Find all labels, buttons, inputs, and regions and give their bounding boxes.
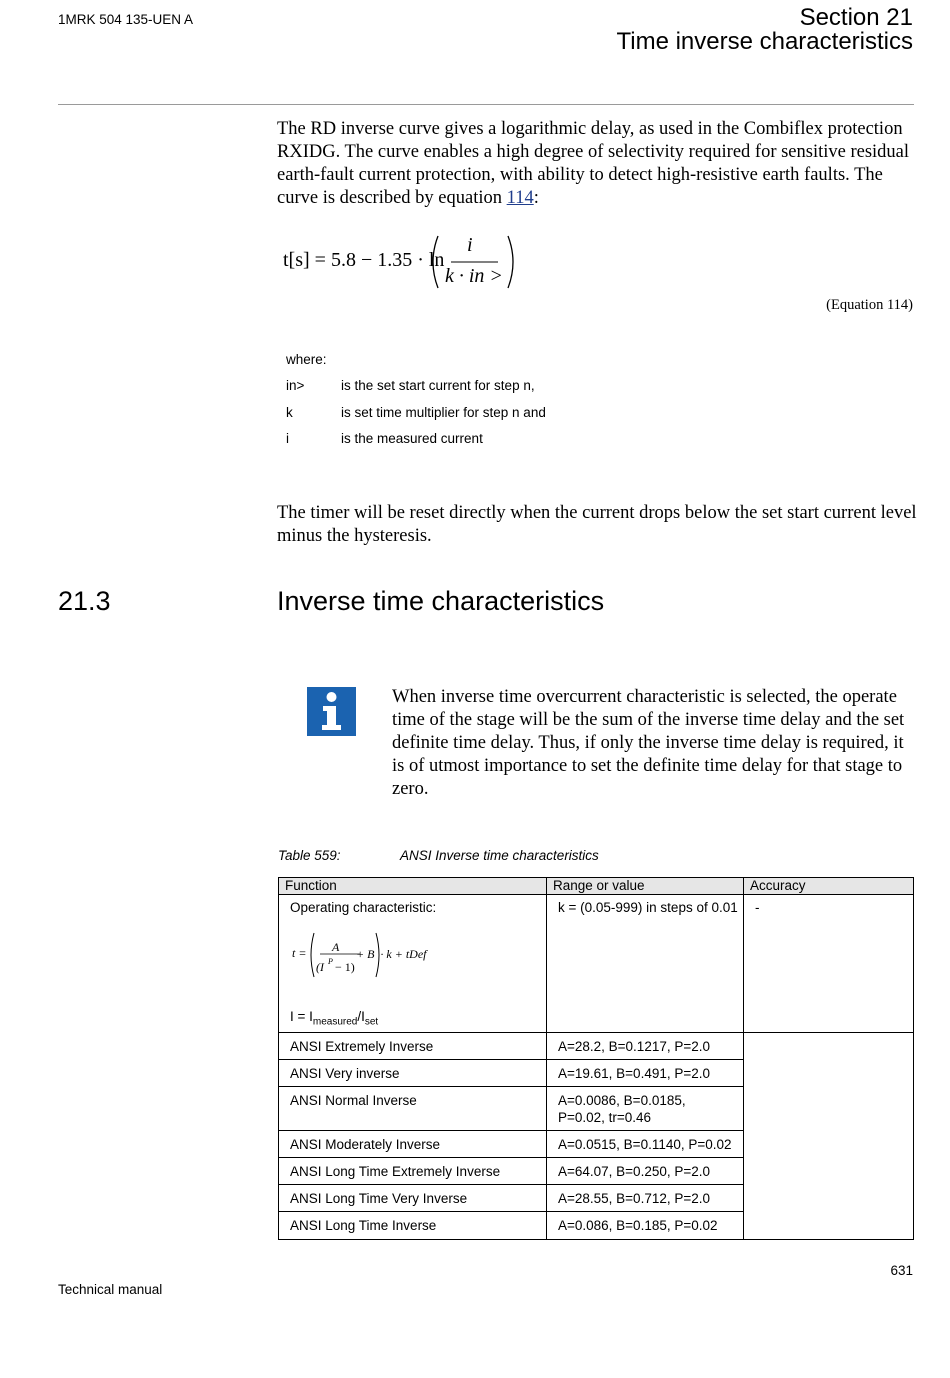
- where-symbol: in>: [286, 378, 305, 393]
- where-row: [286, 405, 546, 420]
- formula-tail: + B · k + tDef: [356, 947, 427, 961]
- where-description: is set time multiplier for step n and: [341, 405, 546, 420]
- where-label: where:: [286, 352, 327, 367]
- info-icon: [307, 687, 356, 736]
- table-border: [743, 877, 744, 1239]
- heading-number: 21.3: [58, 586, 111, 616]
- intro-text: The RD inverse curve gives a logarithmic delay, as used in the Combiflex protection RXIDG. The curve enables a high degree of selectivity required for sensitive residual earth-fault current protection, with ability to detect high-resistive earth faults. The curve is described by equation: [277, 119, 910, 208]
- intro-colon: :: [533, 188, 539, 208]
- operating-characteristic-formula: [288, 930, 438, 980]
- table-border: [278, 1211, 743, 1212]
- current-definition-set: set: [364, 1016, 379, 1028]
- table-row-value: A=64.07, B=0.250, P=2.0: [558, 1164, 711, 1179]
- table-row-value: A=19.61, B=0.491, P=2.0: [558, 1066, 711, 1081]
- where-description: is the measured current: [341, 431, 483, 446]
- equation-114: [283, 232, 533, 292]
- where-row: [286, 431, 483, 446]
- table-row-value: A=0.086, B=0.185, P=0.02: [558, 1218, 718, 1233]
- range-value: k = (0.05-999) in steps of 0.01: [558, 900, 738, 915]
- equation-label: (Equation 114): [826, 297, 913, 313]
- table-row-function: ANSI Normal Inverse: [290, 1093, 417, 1108]
- table-caption-title: ANSI Inverse time characteristics: [400, 848, 599, 863]
- where-description: is the set start current for step n,: [341, 378, 535, 393]
- table-border: [546, 877, 547, 1239]
- intro-paragraph: [277, 118, 917, 210]
- current-definition-measured: measured: [312, 1016, 358, 1028]
- table-border: [278, 1059, 743, 1060]
- table-header-function: Function: [285, 878, 337, 893]
- table-header-accuracy: Accuracy: [750, 878, 806, 893]
- table-row-function: ANSI Long Time Very Inverse: [290, 1191, 468, 1206]
- table-row-function: ANSI Extremely Inverse: [290, 1039, 434, 1054]
- formula-A: A: [332, 940, 340, 954]
- accuracy-value: -: [755, 900, 760, 915]
- table-row-value: A=28.2, B=0.1217, P=2.0: [558, 1039, 711, 1054]
- table-row-function: ANSI Long Time Inverse: [290, 1218, 437, 1233]
- section-title: Time inverse characteristics: [616, 28, 913, 55]
- table-header-range: Range or value: [553, 878, 645, 893]
- table-border: [278, 1239, 914, 1240]
- section-number: Section 21: [799, 4, 913, 31]
- table-border: [278, 894, 914, 895]
- table-border: [278, 1184, 743, 1185]
- table-row-function: ANSI Long Time Extremely Inverse: [290, 1164, 501, 1179]
- note-text: When inverse time overcurrent characteristic is selected, the operate time of the stage will be the sum of the inverse time delay and the set definite time delay. Thus, if only the inverse time delay is required, it is of utmost importance to set the definite time delay for that stage to zero.: [392, 687, 905, 799]
- table-border: [278, 877, 279, 1239]
- equation-link[interactable]: 114: [506, 188, 534, 208]
- table-border: [278, 1130, 743, 1131]
- table-caption-number: Table 559:: [278, 848, 341, 863]
- operating-characteristic-label: Operating characteristic:: [290, 900, 437, 915]
- table-border: [278, 1157, 743, 1158]
- heading-title: Inverse time characteristics: [277, 586, 605, 616]
- where-row: [286, 378, 535, 393]
- table-row-value: P=0.02, tr=0.46: [558, 1110, 652, 1125]
- where-symbol: k: [286, 405, 293, 420]
- table-border: [278, 1086, 743, 1087]
- current-definition-prefix: I = I: [290, 1009, 313, 1024]
- table-border: [278, 1032, 914, 1033]
- formula-P: P: [328, 957, 333, 966]
- equation-denominator: k · in >: [445, 265, 503, 287]
- equation-lhs: t[s] = 5.8 − 1.35 · ln: [283, 249, 445, 271]
- page-number: 631: [890, 1263, 913, 1278]
- current-definition-slash: /I: [357, 1009, 365, 1024]
- table-row-function: ANSI Moderately Inverse: [290, 1137, 441, 1152]
- header-divider: [58, 104, 914, 105]
- reset-paragraph: The timer will be reset directly when the current drops below the set start current level minus the hysteresis.: [277, 503, 917, 546]
- current-definition: [290, 1008, 378, 1031]
- footer-manual-name: Technical manual: [58, 1282, 163, 1297]
- table-row-value: A=0.0515, B=0.1140, P=0.02: [558, 1137, 732, 1152]
- table-row-function: ANSI Very inverse: [290, 1066, 400, 1081]
- table-row-value: A=0.0086, B=0.0185,: [558, 1093, 686, 1108]
- table-row-value: A=28.55, B=0.712, P=2.0: [558, 1191, 711, 1206]
- document-id: 1MRK 504 135-UEN A: [58, 12, 194, 27]
- formula-minus-one: − 1): [335, 960, 355, 974]
- where-symbol: i: [286, 431, 289, 446]
- formula-t: t =: [292, 946, 307, 960]
- formula-I: (I: [316, 960, 324, 974]
- table-border: [913, 877, 914, 1239]
- equation-numerator: i: [467, 234, 473, 256]
